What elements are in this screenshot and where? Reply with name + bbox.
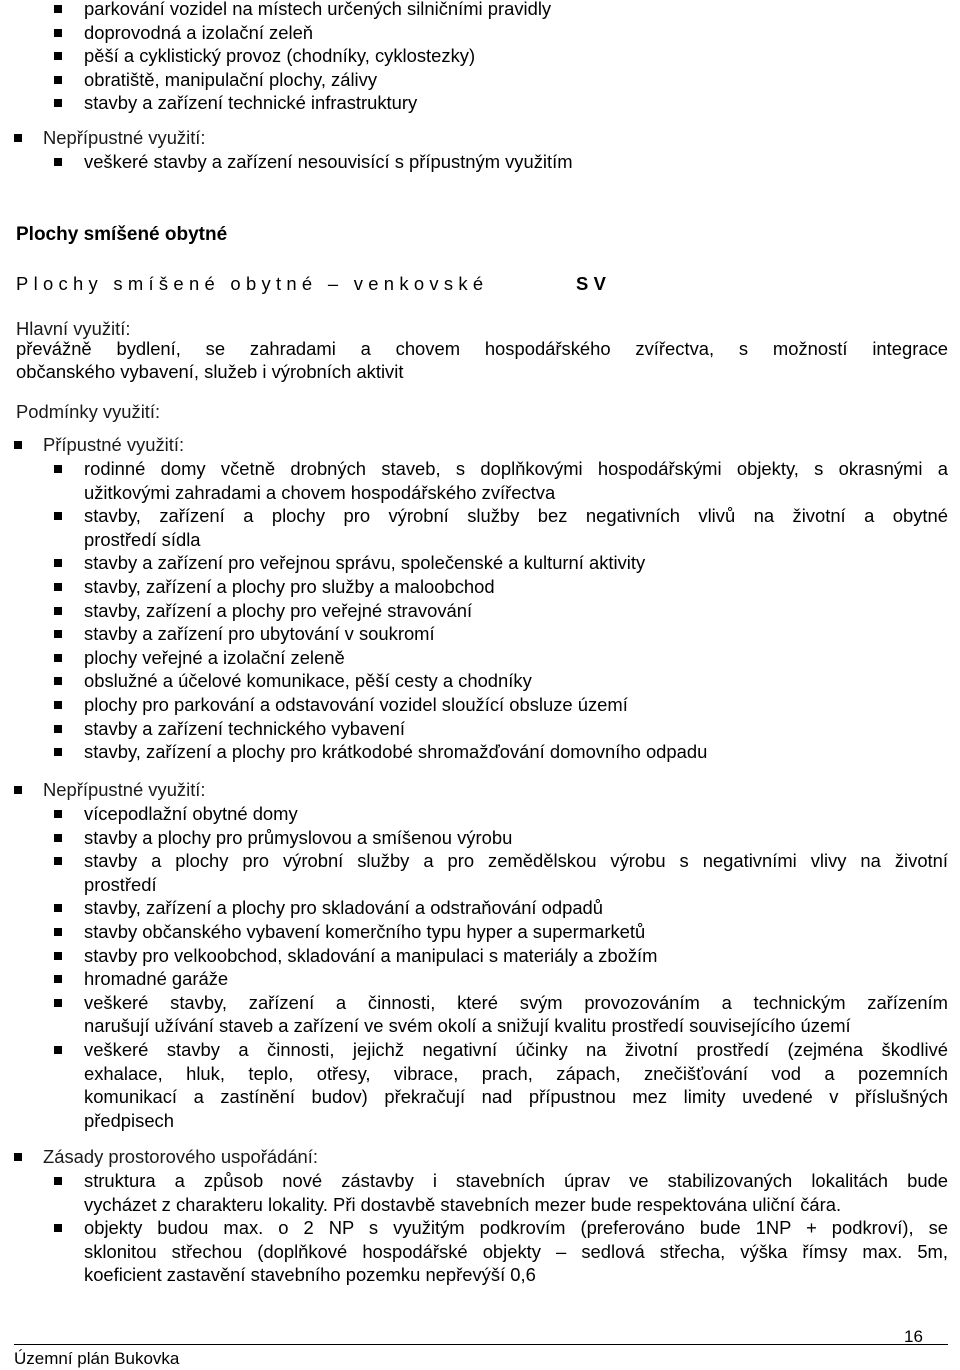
bullet-icon [54, 725, 62, 733]
list-item-line: objekty budou max. o 2 NP s využitým podkrovím (preferováno bude 1NP + podkroví), se [84, 1217, 948, 1239]
list-item-line: stavby, zařízení a plochy pro výrobní služby bez negativních vlivů na životní a obytné [84, 505, 948, 527]
bullet-icon [54, 701, 62, 709]
bullet-icon [54, 748, 62, 756]
list-item-line: stavby, zařízení a plochy pro služby a maloobchod [84, 576, 495, 597]
list-item-line: stavby pro velkoobchod, skladování a manipulaci s materiály a zbožím [84, 944, 658, 966]
page-number: 16 [904, 1327, 923, 1346]
bullet-icon [14, 786, 22, 794]
section-label: Nepřípustné využití: [43, 127, 206, 148]
bullet-icon [54, 1046, 62, 1054]
bullet-icon [54, 834, 62, 842]
list-item-line: veškeré stavby, zařízení a činnosti, které svým provozováním a technickým zařízením [84, 991, 948, 1013]
list-item-line: struktura a způsob nové zástavby i stavebních úprav ve stabilizovaných lokalitách bude [84, 1170, 948, 1191]
list-item: veškeré stavby a zařízení nesouvisící s přípustným využitím [84, 151, 573, 172]
list-item-line: komunikací a zastínění budov) překračují nad přípustnou mez limity uvedené v příslušných [84, 1086, 948, 1108]
bullet-icon [54, 583, 62, 591]
footer-title: Územní plán Bukovka [14, 1349, 180, 1368]
bullet-icon [54, 999, 62, 1007]
subsection-heading: Plochy smíšené obytné – venkovské [16, 273, 489, 294]
bullet-icon [54, 904, 62, 912]
list-item-line: obslužné a účelové komunikace, pěší cesty a chodníky [84, 670, 532, 692]
bullet-icon [54, 29, 62, 37]
bullet-icon [54, 810, 62, 818]
list-item-line: stavby občanského vybavení komerčního typu hyper a supermarketů [84, 921, 646, 942]
section-label: Zásady prostorového uspořádání: [43, 1146, 319, 1167]
bullet-icon [14, 441, 22, 449]
list-item-line: užitkovými zahradami a chovem hospodářského zvířectva [84, 481, 556, 503]
list-item-line: hromadné garáže [84, 968, 229, 990]
list-item-line: vícepodlažní obytné domy [84, 803, 298, 824]
bullet-icon [54, 76, 62, 84]
list-item-line: rodinné domy včetně drobných staveb, s doplňkovými hospodářskými objekty, s okrasnými a [84, 458, 948, 479]
list-item-line: stavby a zařízení pro ubytování v soukromí [84, 623, 435, 645]
list-item-line: sklonitou střechou (doplňkové hospodářské objekty – sedlová střecha, výška římsy max. 5m, [84, 1240, 948, 1262]
list-item-line: stavby a plochy pro výrobní služby a pro zemědělskou výrobu s negativními vlivy na životní [84, 850, 948, 872]
bullet-icon [54, 99, 62, 107]
list-item: doprovodná a izolační zeleň [84, 21, 314, 43]
list-item: obratiště, manipulační plochy, zálivy [84, 68, 378, 90]
bullet-icon [54, 677, 62, 685]
section-label: Přípustné využití: [43, 434, 185, 455]
list-item-line: koeficient zastavění stavebního pozemku nepřevýší 0,6 [84, 1264, 536, 1286]
bullet-icon [54, 5, 62, 13]
bullet-icon [54, 654, 62, 662]
zone-code: SV [576, 273, 612, 294]
list-item-line: plochy veřejné a izolační zeleně [84, 646, 345, 668]
section-label: Hlavní využití: [16, 318, 131, 339]
bullet-icon [14, 134, 22, 142]
list-item-line: stavby, zařízení a plochy pro krátkodobé shromažďování domovního odpadu [84, 741, 708, 763]
bullet-icon [54, 1224, 62, 1232]
bullet-icon [54, 607, 62, 615]
list-item: parkování vozidel na místech určených silničními pravidly [84, 0, 552, 19]
list-item: pěší a cyklistický provoz (chodníky, cyklostezky) [84, 45, 476, 67]
bullet-icon [54, 952, 62, 960]
bullet-icon [54, 512, 62, 520]
bullet-icon [54, 857, 62, 865]
section-heading: Plochy smíšené obytné [16, 224, 228, 245]
list-item-line: exhalace, hluk, teplo, otřesy, vibrace, prach, zápach, znečišťování vod a pozemních [84, 1062, 948, 1084]
list-item-line: plochy pro parkování a odstavování vozidel sloužící obsluze území [84, 694, 628, 715]
bullet-icon [54, 158, 62, 166]
list-item-line: veškeré stavby a činnosti, jejichž negativní účinky na životní prostředí (zejména škodlivé [84, 1039, 948, 1060]
list-item-line: stavby, zařízení a plochy pro veřejné stravování [84, 599, 473, 621]
list-item-line: stavby a zařízení pro veřejnou správu, společenské a kulturní aktivity [84, 552, 646, 574]
bullet-icon [54, 975, 62, 983]
bullet-icon [54, 559, 62, 567]
list-item-line: předpisech [84, 1109, 174, 1131]
bullet-icon [14, 1153, 22, 1161]
list-item-line: stavby a zařízení technického vybavení [84, 717, 405, 739]
paragraph-line: občanského vybavení, služeb i výrobních aktivit [16, 361, 404, 382]
bullet-icon [54, 52, 62, 60]
list-item-line: narušují užívání staveb a zařízení ve svém okolí a snižují kvalitu prostředí souvisejícího území [84, 1015, 851, 1037]
bullet-icon [54, 630, 62, 638]
list-item-line: stavby, zařízení a plochy pro skladování a odstraňování odpadů [84, 897, 604, 919]
footer-rule [14, 1344, 948, 1345]
list-item-line: prostředí sídla [84, 528, 201, 550]
bullet-icon [54, 928, 62, 936]
list-item-line: stavby a plochy pro průmyslovou a smíšenou výrobu [84, 826, 513, 848]
list-item-line: vycházet z charakteru lokality. Při dostavbě stavebních mezer bude respektována uliční čára. [84, 1193, 842, 1215]
paragraph-line: převážně bydlení, se zahradami a chovem hospodářského zvířectva, s možností integrace [16, 338, 948, 359]
bullet-icon [54, 1177, 62, 1185]
list-item-line: prostředí [84, 873, 157, 895]
list-item: stavby a zařízení technické infrastruktury [84, 92, 418, 114]
section-label: Podmínky využití: [16, 401, 161, 422]
section-label: Nepřípustné využití: [43, 779, 206, 800]
bullet-icon [54, 465, 62, 473]
